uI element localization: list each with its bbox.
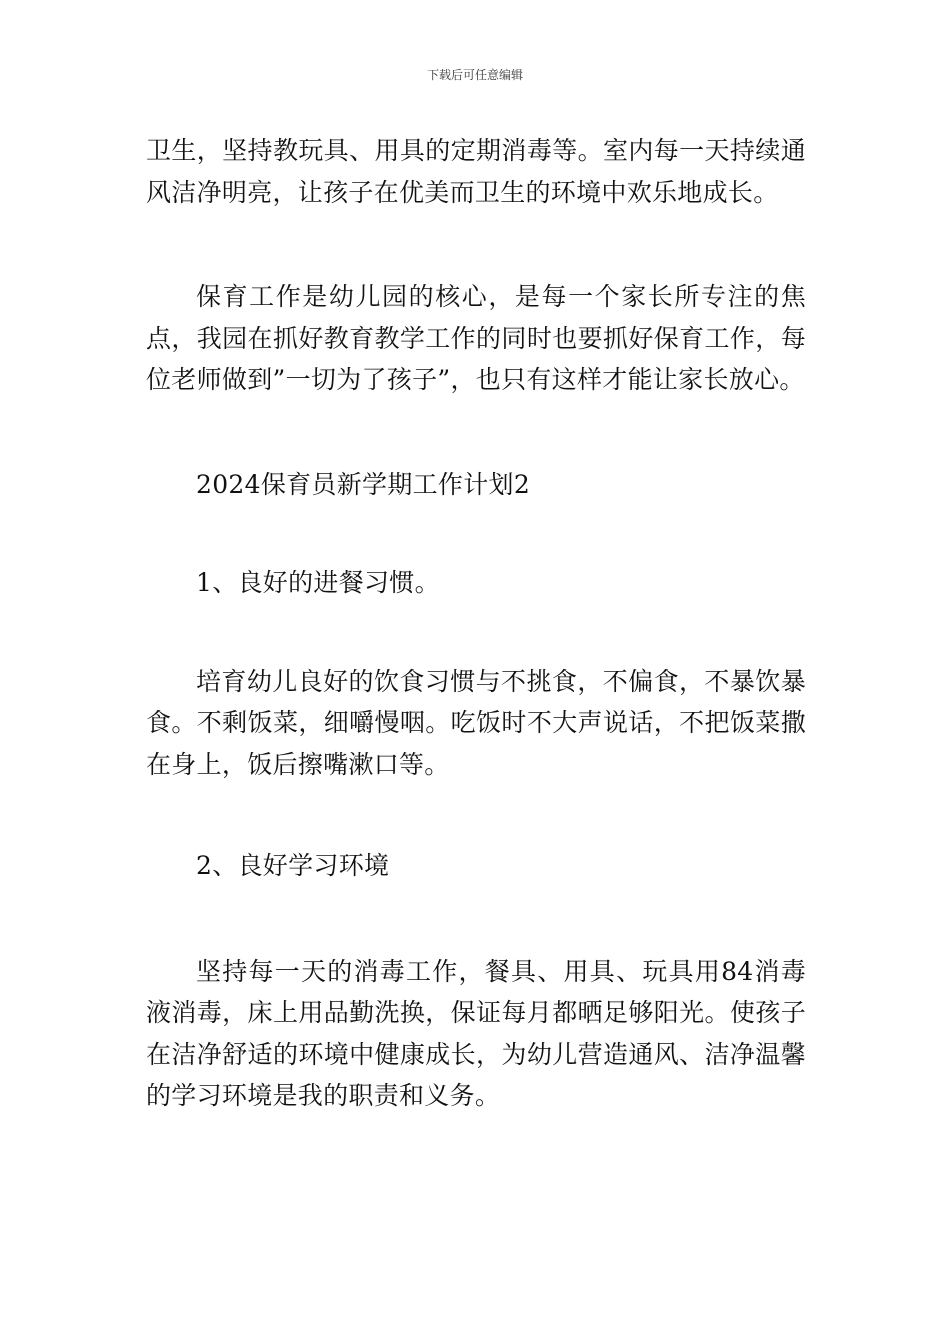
page-header-note: 下载后可任意编辑 [426, 68, 523, 82]
document-body [146, 130, 806, 1117]
section-title: 2024保育员新学期工作计划2 [196, 469, 531, 499]
paragraph-learning-environment: 坚持每一天的消毒工作，餐具、用具、玩具用84消毒液消毒，床上用品勤洗换，保证每月都晒足够阳光。使孩子在洁净舒适的环境中健康成长，为幼儿营造通风、洁净温馨的学习环境是我的职责和义务。 [146, 956, 806, 1110]
paragraph-eating-habits: 培育幼儿良好的饮食习惯与不挑食，不偏食，不暴饮暴食。不剩饭菜，细嚼慢咽。吃饭时不大声说话，不把饭菜撒在身上，饭后擦嘴漱口等。 [146, 666, 806, 779]
item-heading-2: 2、良好学习环境 [196, 851, 390, 880]
paragraph-continuation: 卫生，坚持教玩具、用具的定期消毒等。室内每一天持续通风洁净明亮，让孩子在优美而卫生的环境中欢乐地成长。 [146, 136, 806, 207]
paragraph-core-work: 保育工作是幼儿园的核心，是每一个家长所专注的焦点，我园在抓好教育教学工作的同时也要抓好保育工作，每位老师做到”一切为了孩子”，也只有这样才能让家长放心。 [146, 282, 806, 394]
item-heading-1: 1、良好的进餐习惯。 [196, 568, 440, 597]
